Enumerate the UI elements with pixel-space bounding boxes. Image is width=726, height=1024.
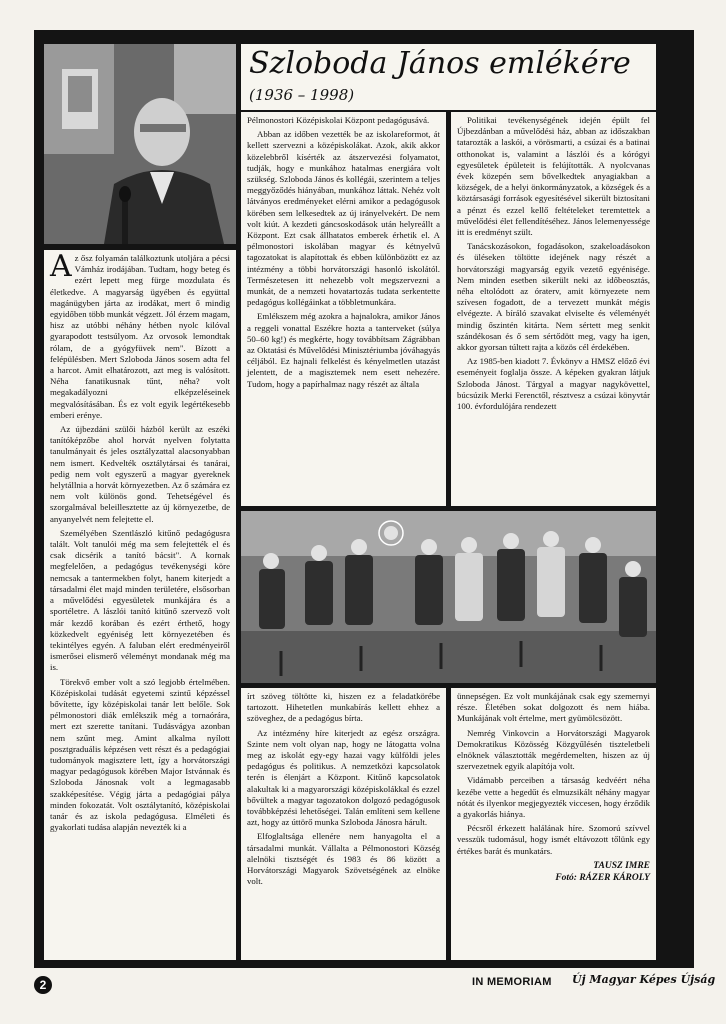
paragraph: Emlékszem még azokra a hajnalokra, amikor János a reggeli vonattal Eszékre hozta a tanterveket (súlya 50–60 kg!) és megkérte, hogy továbbítsam Zágrábban az Oktatási és Művelődési Minisztériumba jóváhagyás céljából. Ez hajnali felkelést és kényelmetlen utazást jelentett, de a magisztemek nem esett nehezére. Tudom, hogy a papírhalmaz nagy részét az általa (247, 311, 440, 389)
text-column-1 (44, 250, 236, 960)
text-column-3 (451, 112, 656, 506)
text-column-3-lower (451, 688, 656, 960)
text-column-2-lower (241, 688, 446, 960)
drop-cap: A (50, 250, 72, 284)
text-column-2 (241, 112, 446, 506)
paragraph: Pécsről érkezett halálának híre. Szomorú szívvel vesszük tudomásul, hogy ismét eltávozott tőlünk egy értékes barát és munkatárs. (457, 823, 650, 856)
photo-credit: Fotó: RÁZER KÁROLY (555, 872, 650, 883)
title-box (241, 44, 656, 110)
page-number: 2 (34, 976, 52, 994)
author-signature: TAUSZ IMRE (593, 860, 650, 871)
paragraph: Törekvő ember volt a szó legjobb értelmében. Középiskolai tudását egyetemi szintű képzéssel bővítette, így középiskolai tanár lett belőle. Sok pélmonostori diák emlékszik még a tornaórára, mert ezt szerette tanítani. Tudásvágya azonban nem szűnt meg. Amint alkalma nyílott posztgraduális képzésen vett részt és a pedagógiai tudományok magiszterе lett, így a horvátországi magyar pedagógusok körében Major Istvánnak és Szloboda Jánosnak volt a legmagasabb szakképesítése. Végig járta a pedagógiai pálya minden fokozatát. Volt osztálytanító, középiskolai tanár és az iskola pedagógusa. Elméleti és gyakorlati tudása alapján nevezték ki a (50, 676, 230, 833)
magazine-name: Új Magyar Képes Újság (572, 973, 716, 986)
group-photo (241, 511, 656, 683)
paragraph: Abban az időben vezették be az iskolareformot, át kellett szervezni a középiskolákat. Azok, akik akkor közelebbről kísérték az átszervezési folyamatot, tudják, hogy e munkához hatalmas energiára volt szükség. Szloboda János és kollégái, szerintem a teljes meggyőződés hiányában, munkához láttak. Nehéz volt látványos eredményeket elérni amikor a pedagógusok körében sem lelkesedtek az új irányelvekért. De nem volt kiút. A kezdeti gáncsoskodások után helyreállt a Központ. Ezt csak állhatatos emberek érhetik el. A pélmonostori iskolában magyar és kétnyelvű tagozatokat is alapítottak és ebben különbözött ez az intézmény a többi horvátországi hasonló iskolától. Természetesen itt nehezebb volt megszervezni a munkát, de a nemzeti hovatartozás tudata serkentette pedagógus kollégáinkat a többletmunkára. (247, 129, 440, 308)
paragraph: Személyében Szentlászló kitűnő pedagógusra talált. Volt tanulói még ma sem felejtették el és csak dicsérik a tanító bácsit". A kornak megfelelően, a pedagógus tevékenységi köre nemcsak a tantermekben folyt, hanem kiterjedt a társadalmi élet majd minden területére, elsősorban a művelődési egyesületek munkájára és a sportéletre. A lászlói tanító kitűnő szervező volt már kezdő korában és ezért érthető, hogy közkedvelt egyéniség lett környezetében és tekintélyes egyén. A faluban elért eredményeiről ismerősei elismerő véleményt mondanak még ma is. (50, 527, 230, 673)
footer-section-label: IN MEMORIAM (472, 976, 552, 988)
paragraph: Az ősz folyamán találkoztunk utoljára a pécsi Vámház irodájában. Tudtam, hogy beteg és ezért lepett meg fürge mozdulata és életkedve. A magyarság ügyében és együttal magánügyben járta az irodákat, mert ő mindig egyidőben több munkát végzett. Jól érzem magam, hisz az utóbbi néhány hétben nyolc kilóval gyarapodott testsúlyom. Az orvosok lemondtak rólam, de a gyógyfüvek nem". Bízott a felépülésben. Mert Szloboda János sosem adta fel a harcot. Amit elhatározott, azt meg is valósított. Néha fanatikusnak tűnt, néha? volt megakadályozni elképzeléseinek megvalósításában. És ez volt egyik legértékesebb emberi erénye. (50, 250, 230, 420)
paragraph: Tanácskozásokon, fogadásokon, szakeloadásokon és üléseken töltötte idejének nagy részét a horvátországi magyarság egyik vezető egyénisége. Nem minden esetben sikerült neki az időbeosztás, néha eltolódott az óraterv, amit környezete nem szívesen fogadott, de a tervezett munkát mégis elvégezte. A bíráló szavakat elviselte és véleményét mindig őszintén kitárta. Nem sértett meg senkit szándékosan és ő sem sértődött meg, vagy ha igen, akkor gyorsan túltett rajta a közös cél érdekében. (457, 241, 650, 353)
paragraph: Politikai tevékenységének idején épült fel Újbezdánban a művelődési ház, abban az időszakban tatarozták a laskói, a vörösmarti, a csúzai és a batinai otthonokat is, valamint a lászlói és a kórógyi egyesületek épületeit is felújították. A nyolcvanas évek közepén sem bővelkedtek anyagiakban a községek, de a helyi önkormányzatok, a községek és a köztársasági források egyesítésével sikerült biztosítani a pénzt és ezzel kellő feltételeket teremtettek a művelődési élet fellendítéséhez. János lelemenyessége itt is eredményt szült. (457, 115, 650, 238)
paragraph: ünnepségen. Ez volt munkájának csak egy szemernyi része. Életében sokat dolgozott és nem hiába. Munkájának volt értelme, mert gyümölcsözött. (457, 691, 650, 724)
group-photo-illustration (241, 511, 656, 683)
portrait-photo (44, 44, 236, 244)
paragraph: Nemrég Vinkovcin a Horvátországi Magyarok Demokratikus Közösség Közgyűlésén tiszteletbeli elnöknek választották megérdemelten, hiszen az új szervezetnek egyik alapítója volt. (457, 727, 650, 772)
article-subtitle: (1936 – 1998) (249, 86, 355, 104)
paragraph: írt szöveg töltötte ki, hiszen ez a feladatkörébe tartozott. Hihetetlen munkabírás kellett ehhez a szöveghez, de a pedagógus bírta. (247, 691, 440, 724)
portrait-illustration (44, 44, 236, 244)
paragraph: Az intézmény híre kiterjedt az egész országra. Szinte nem volt olyan nap, hogy ne látogatta volna meg az iskolát egy-egy hazai vagy külföldi jeles pedagógus és politikus. A nemzetközi kapcsolatok terén is élenjárt a Központ. Kitűnő kapcsolatok alakultak ki a magyarországi középiskolákkal és ezzel bővültek a magyar tagozatokon dolgozó pedagógusok továbbképzési lehetőségei. Talán említeni sem kellene azt, hogy az úttörő munka Szloboda Jánosra hárult. (247, 727, 440, 828)
paragraph: Az újbezdáni szülői házból került az eszéki tanítóképzőbe ahol horvát nyelven folytatta tanulmányait és jeles osztályzattal alacsonyabban nem ismert. Kedvelték osztálytársai és tanárai, pedig nem volt egyszerű a magyar gyereknek helytállnia a horvát környezetben. Az ő számára ez nem volt különös gond. Tehetségével és szorgalmával beleillesztette az új környezetbe, de anyanyelvét nem felejtette el. (50, 424, 230, 524)
paragraph: Pélmonostori Középiskolai Központ pedagógusává. (247, 115, 430, 125)
paragraph: Elfoglaltsága ellenére nem hanyagolta el a társadalmi munkát. Vállalta a Pélmonostori Község alelnöki tisztségét és 1983 és 86 között a Horvátországi Magyarok Szövetségének az elnöke volt. (247, 831, 440, 887)
article-title: Szloboda János emlékére (249, 46, 631, 81)
paragraph: Vidámabb perceiben a társaság kedvéért néha kezébe vette a hegedűt és elmuzsikált néhány magyar nótát és ilyenkor megjegyezték viccesen, hogy érződik a gyakorlás hiánya. (457, 775, 650, 820)
paragraph: Az 1985-ben kiadott 7. Évkönyv a HMSZ előző évi eseményeit foglalja össze. A képeken gyakran látjuk Szloboda Jánost. Tárgyal a magyar nagykövettel, búcsúzik Merki Ferenctől, résztvesz a csúzai könyvtár 100. évfordulójára rendezett (457, 356, 650, 412)
